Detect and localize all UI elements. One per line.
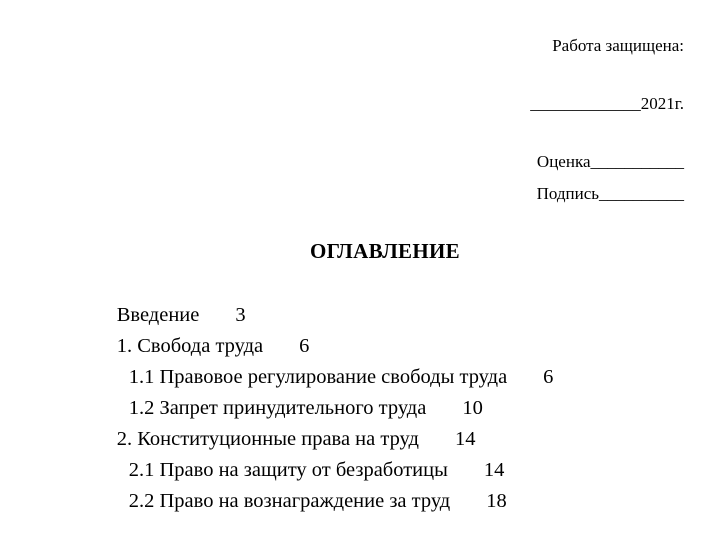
toc-entry-page: 14 [454, 428, 476, 450]
toc-entry-label: 1. Свобода труда [116, 335, 264, 357]
toc-entry-page: 18 [486, 490, 507, 512]
toc-entry-label: 1.2 Запрет принудительного труда [128, 397, 427, 419]
toc-entry-label: 2.1 Право на защиту от безработицы [128, 459, 448, 481]
toc-entry-page: 6 [299, 335, 310, 357]
toc-entry-page: 14 [483, 459, 505, 481]
date-line: _____________2021г. [530, 94, 684, 113]
toc-entry-label: Введение [116, 304, 200, 326]
toc-entry-page: 3 [235, 304, 246, 326]
toc-entry-label: 2.2 Право на вознаграждение за труд [128, 490, 451, 512]
signature-line: Подпись__________ [536, 184, 684, 203]
grade-line: Оценка___________ [536, 152, 684, 171]
toc-entry-label: 2. Конституционные права на труд [116, 428, 419, 450]
toc-entry [86, 269, 553, 326]
table-of-contents [86, 269, 554, 512]
toc-entry-label: 1.1 Правовое регулирование свободы труда [128, 366, 508, 388]
toc-entry-page: 6 [543, 366, 554, 388]
page-title: ОГЛАВЛЕНИЕ [310, 239, 460, 263]
toc-entry-page: 10 [462, 397, 483, 419]
protected-label: Работа защищена: [552, 36, 684, 55]
